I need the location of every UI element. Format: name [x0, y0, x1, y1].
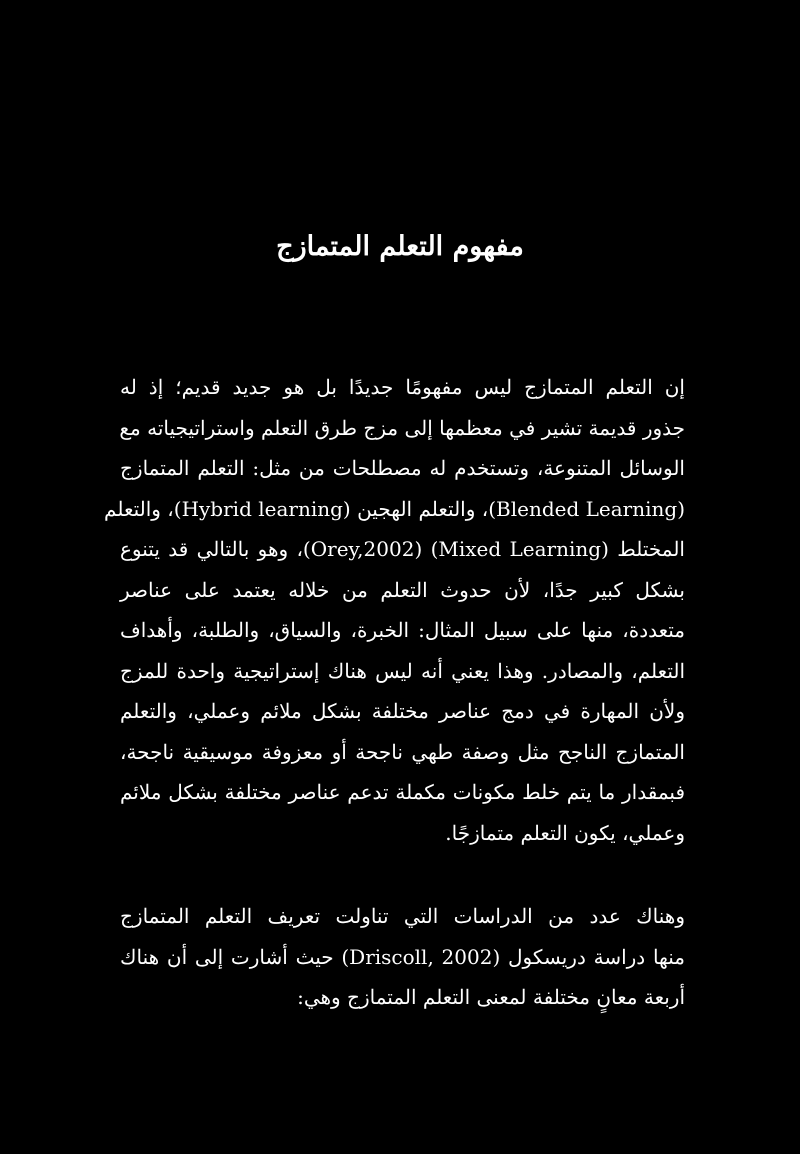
paragraph-line: منها دراسة دريسكول (Driscoll, 2002) حيث أشارت إلى أن هناك: [120, 944, 686, 969]
page-title: مفهوم التعلم المتمازج: [276, 231, 524, 262]
paragraph-line: الوسائل المتنوعة، وتستخدم له مصطلحات من مثل: التعلم المتمازج: [120, 456, 685, 480]
paragraph-line: متعددة، منها على سبيل المثال: الخبرة، والسياق، والطلبة، وأهداف: [120, 618, 685, 642]
paragraph-line: وعملي، يكون التعلم متمازجًا.: [445, 820, 685, 845]
paragraph-line: وهناك عدد من الدراسات التي تناولت تعريف التعلم المتمازج: [120, 904, 685, 928]
paragraph-blended-learning-concept: [104, 367, 685, 853]
paragraph-line: إن التعلم المتمازج ليس مفهومًا جديدًا بل هو جديد قديم؛ إذ له: [120, 375, 685, 399]
paragraph-definitions-studies: [120, 896, 685, 1018]
paragraph-line: المتمازج الناجح مثل وصفة طهي ناجحة أو معزوفة موسيقية ناجحة،: [120, 739, 685, 764]
paragraph-line: بشكل كبير جدًا، لأن حدوث التعلم من خلاله يعتمد على عناصر: [120, 577, 685, 602]
paragraph-line: المختلط (Mixed Learning) (Orey,2002)، وهو بالتالي قد يتنوع: [120, 537, 685, 561]
paragraph-line: فبمقدار ما يتم خلط مكونات مكملة تدعم عناصر مختلفة بشكل ملائم: [120, 780, 685, 804]
paragraph-line: ولأن المهارة في دمج عناصر مختلفة بشكل ملائم وعملي، والتعلم: [120, 699, 685, 723]
paragraph-line: (Blended Learning)، والتعلم الهجين (Hybrid learning)، والتعلم: [104, 496, 685, 521]
paragraph-line: جذور قديمة تشير في معظمها إلى مزج طرق التعلم واستراتيجياته مع: [119, 415, 685, 440]
paragraph-line: التعلم، والمصادر. وهذا يعني أنه ليس هناك إستراتيجية واحدة للمزج: [120, 658, 685, 683]
paragraph-line: أربعة معانٍ مختلفة لمعنى التعلم المتمازج وهي:: [297, 985, 685, 1009]
